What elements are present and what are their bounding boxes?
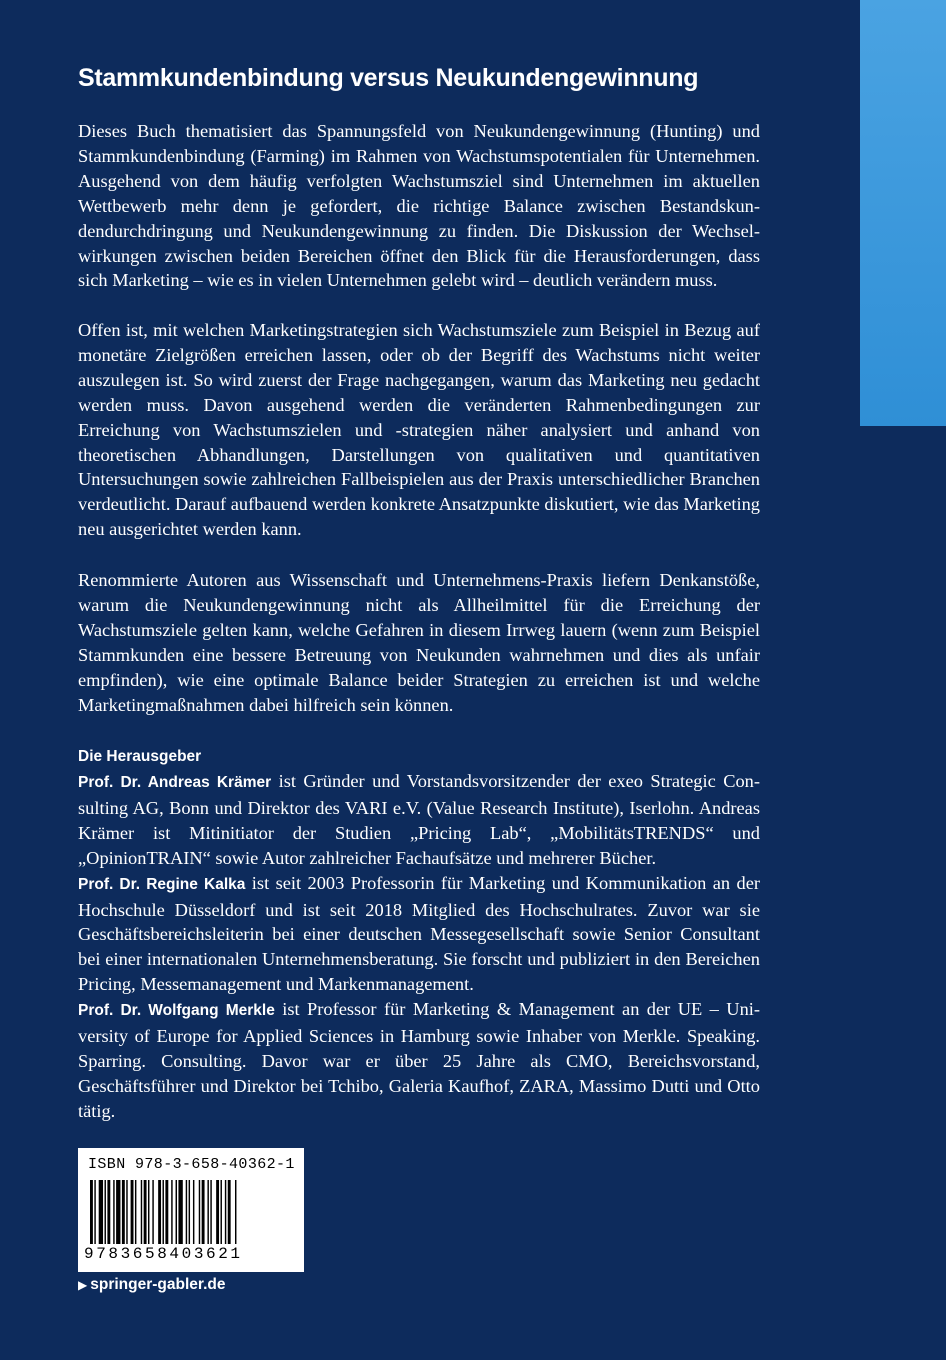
barcode-bar <box>122 1180 125 1244</box>
isbn-number: ISBN 978-3-658-40362-1 <box>88 1156 295 1173</box>
editors-list <box>78 769 760 1124</box>
barcode-bar <box>225 1180 226 1244</box>
isbn-barcode <box>78 1148 304 1272</box>
barcode-bar <box>113 1180 114 1244</box>
barcode-bar <box>235 1180 236 1244</box>
barcode-bar <box>210 1180 211 1244</box>
barcode-bar <box>207 1180 208 1244</box>
barcode-bar <box>186 1180 187 1244</box>
barcode-bar <box>99 1180 103 1244</box>
barcode-bars <box>86 1180 296 1246</box>
barcode-bar <box>202 1180 205 1244</box>
barcode-bar <box>176 1180 177 1244</box>
barcode-bar <box>216 1180 219 1244</box>
barcode-bar <box>152 1180 153 1244</box>
barcode-bar <box>163 1180 164 1244</box>
barcode-bar <box>193 1180 194 1244</box>
barcode-bar <box>148 1180 149 1244</box>
barcode-bar <box>116 1180 120 1244</box>
barcode-digits: 9783658403621 <box>84 1245 243 1263</box>
accent-color-tab <box>860 0 946 426</box>
description-paragraph-1: Dieses Buch thematisiert das Spannungsfeld von Neukundengewinnung (Hunting) und Stammkundenbindung (Farming) im Rahmen von Wachstumspotentialen für Unternehmen. Ausgehend von dem häufig verfolgten Wachstumsziel sind Unternehmen im aktuellen Wettbewerb mehr denn je gefordert, die richtige Balance zwischen Bestandskundendurchdringung und Neukundengewinnung zu finden. Die Diskussion der Wechselwirkungen zwischen beiden Bereichen öffnet den Blick für die Herausforderungen, dass sich Marketing – wie es in vielen Unternehmen gelebt wird – deutlich verändern muss. <box>78 121 760 291</box>
barcode-bar <box>144 1180 147 1244</box>
website-link-text: springer-gabler.de <box>90 1276 226 1293</box>
barcode-bar <box>165 1180 168 1244</box>
editor-bio <box>78 871 760 998</box>
barcode-bar <box>158 1180 161 1244</box>
barcode-bar <box>171 1180 172 1244</box>
editor-description: ist Professor für Marketing & Management an der UE – University of Europe for Applied Sciences in Hamburg sowie Inhaber von Merkle. Speaking. Sparring. Consulting. Davor war er über 25 Jahre als CMO, Bereichsvorstand, Geschäftsführer und Direktor bei Tchibo, Galeria Kaufhof, ZARA, Massimo Dutti und Otto tätig. <box>78 999 760 1121</box>
description-paragraph-2: Offen ist, mit welchen Marketingstrategien sich Wachstumsziele zum Beispiel in Bezug auf monetäre Zielgrößen erreichen lassen, oder ob der Begriff des Wachstums nicht weiter auszulegen ist. So wird zuerst der Frage nachgegangen, warum das Marketing neu gedacht werden muss. Davon ausgehend werden die veränderten Rahmenbedingungen zur Erreichung von Wachstumszielen und -strategien näher analysiert und anhand von theoretischen Abhandlungen, Darstellungen von qualitativen und quantitativen Untersuchungen sowie zahlreichen Fallbeispielen aus der Praxis unterschiedlicher Branchen verdeutlicht. Darauf aufbauend werden konkrete Ansatzpunkte diskutiert, wie das Marketing neu ausgerichtet werden kann. <box>78 320 760 540</box>
editor-name: Prof. Dr. Andreas Krämer <box>78 774 272 791</box>
editor-bio <box>78 769 760 871</box>
barcode-bar <box>221 1180 222 1244</box>
barcode-bar <box>178 1180 182 1244</box>
editors-heading: Die Herausgeber <box>78 748 202 765</box>
barcode-bar <box>126 1180 127 1244</box>
barcode-bar <box>90 1180 93 1244</box>
editor-description: ist Gründer und Vorstandsvorsitzender der exeo Strategic Consulting AG, Bonn und Direktor des VARI e.V. (Value Research Institute), Iserlohn. Andreas Krämer ist Mitinitiator der Studien „Pricing Lab“, „MobilitätsTRENDS“ und „OpinionTRAIN“ sowie Autor zahlreicher Fachaufsätze und mehrerer Bücher. <box>78 771 760 868</box>
barcode-bar <box>189 1180 190 1244</box>
editor-name: Prof. Dr. Wolfgang Merkle <box>78 1002 275 1020</box>
barcode-bar <box>107 1180 110 1244</box>
barcode-bar <box>228 1180 231 1244</box>
barcode-bar <box>199 1180 200 1244</box>
editor-description: ist seit 2003 Professorin für Marketing und Kommunikation an der Hochschule Düsseldorf und ist seit 2018 Mitglied des Hochschulrates. Zuvor war sie Geschäftsbereichsleiterin bei einer deutschen Messegesellschaft sowie Senior Consultant bei einer internationalen Unternehmensberatung. Sie forscht und publiziert in den Bereichen Pricing, Messemanagement und Markenmanagement. <box>78 872 760 995</box>
play-arrow-icon: ▶ <box>78 1278 88 1292</box>
barcode-bar <box>135 1180 136 1244</box>
page-title: Stammkundenbindung versus Neukundengewinnung <box>78 64 699 92</box>
barcode-bar <box>141 1180 142 1244</box>
publisher-website[interactable] <box>78 1276 225 1294</box>
barcode-bar <box>131 1180 134 1244</box>
description-paragraph-3: Renommierte Autoren aus Wissenschaft und Unternehmens-Praxis liefern Denkanstöße, warum die Neukundengewinnung nicht als Allheilmittel für die Erreichung der Wachstumsziele gelten kann, welche Gefahren in diesem Irrweg lauern (wenn zum Beispiel Stammkunden eine bessere Betreuung von Neukunden wahrnehmen und dies als unfair empfinden), wie eine optimale Balance beider Strategien zu erreichen ist und welche Marketingmaßnahmen dabei hilfreich sein können. <box>78 570 760 715</box>
editor-name: Prof. Dr. Regine Kalka <box>78 875 246 893</box>
barcode-bar <box>94 1180 95 1244</box>
editor-bio <box>78 997 760 1124</box>
barcode-bar <box>105 1180 106 1244</box>
